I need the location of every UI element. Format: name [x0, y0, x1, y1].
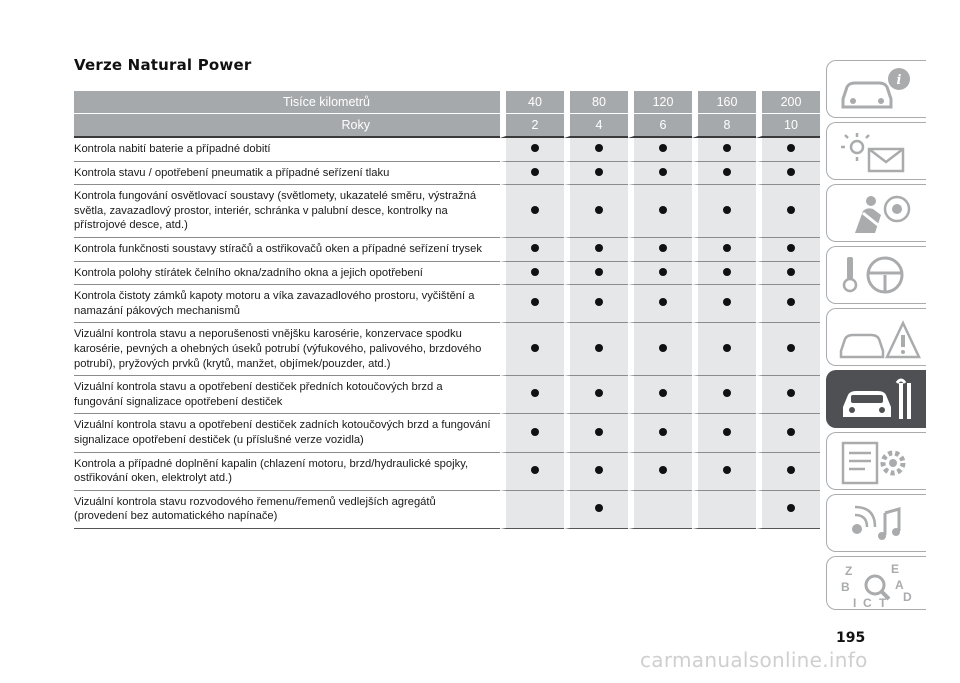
airbag-safety-icon	[835, 189, 925, 239]
schedule-cell	[500, 285, 564, 323]
row-description: Kontrola nabití baterie a případné dobití	[74, 138, 500, 162]
schedule-cell	[692, 376, 756, 414]
header-value: 4	[564, 114, 628, 138]
schedule-cell	[500, 238, 564, 262]
check-dot-icon	[723, 298, 731, 306]
check-dot-icon	[531, 268, 539, 276]
check-dot-icon	[723, 428, 731, 436]
check-dot-icon	[531, 428, 539, 436]
check-dot-icon	[723, 244, 731, 252]
check-dot-icon	[659, 244, 667, 252]
schedule-cell	[628, 323, 692, 376]
schedule-cell	[564, 414, 628, 452]
schedule-cell	[564, 162, 628, 186]
header-value: 120	[628, 91, 692, 114]
check-dot-icon	[787, 268, 795, 276]
check-dot-icon	[659, 389, 667, 397]
tab-multimedia[interactable]	[826, 494, 926, 552]
watermark: carmanualsonline.info	[640, 648, 868, 672]
index-letter: Z	[845, 564, 853, 578]
row-description: Kontrola čistoty zámků kapoty motoru a víka zavazadlového prostoru, vyčištění a namazání pákových mechanismů	[74, 285, 500, 323]
tab-technical-data[interactable]	[826, 432, 926, 490]
check-dot-icon	[595, 504, 603, 512]
table-row	[74, 185, 820, 238]
schedule-cell	[756, 285, 820, 323]
check-dot-icon	[659, 268, 667, 276]
header-value: 10	[756, 114, 820, 138]
table-row	[74, 453, 820, 491]
schedule-cell	[564, 453, 628, 491]
schedule-cell	[500, 376, 564, 414]
schedule-cell	[756, 185, 820, 238]
check-dot-icon	[595, 206, 603, 214]
schedule-cell	[628, 262, 692, 286]
index-letter: I	[853, 596, 857, 609]
row-description: Vizuální kontrola stavu a opotřebení destiček předních kotoučových brzd a fungování signalizace opotřebení destiček	[74, 376, 500, 414]
check-dot-icon	[531, 344, 539, 352]
check-dot-icon	[723, 206, 731, 214]
index-letter: T	[879, 596, 887, 609]
table-row	[74, 376, 820, 414]
table-row	[74, 162, 820, 186]
check-dot-icon	[659, 466, 667, 474]
schedule-cell	[628, 185, 692, 238]
schedule-cell	[756, 453, 820, 491]
schedule-cell	[756, 138, 820, 162]
check-dot-icon	[723, 144, 731, 152]
schedule-cell	[756, 323, 820, 376]
schedule-cell	[756, 162, 820, 186]
check-dot-icon	[659, 428, 667, 436]
header-label: Roky	[74, 114, 500, 138]
schedule-cell	[564, 185, 628, 238]
check-dot-icon	[787, 389, 795, 397]
schedule-cell	[628, 453, 692, 491]
header-label: Tisíce kilometrů	[74, 91, 500, 114]
table-row	[74, 414, 820, 452]
check-dot-icon	[531, 244, 539, 252]
schedule-cell	[692, 285, 756, 323]
schedule-cell	[564, 262, 628, 286]
schedule-cell	[628, 162, 692, 186]
check-dot-icon	[787, 504, 795, 512]
schedule-cell	[500, 138, 564, 162]
header-row	[74, 114, 820, 138]
page-number: 195	[836, 630, 866, 646]
header-value: 80	[564, 91, 628, 114]
check-dot-icon	[787, 144, 795, 152]
check-dot-icon	[787, 344, 795, 352]
check-dot-icon	[723, 466, 731, 474]
row-description: Vizuální kontrola stavu a opotřebení destiček zadních kotoučových brzd a fungování signalizace opotřebení destiček (u příslušné verze vozidla)	[74, 414, 500, 452]
row-description: Kontrola funkčnosti soustavy stíračů a ostřikovačů oken a případné seřízení trysek	[74, 238, 500, 262]
page-title: Verze Natural Power	[74, 56, 252, 74]
check-dot-icon	[531, 144, 539, 152]
tab-warning-lights[interactable]	[826, 122, 926, 180]
check-dot-icon	[595, 298, 603, 306]
schedule-cell	[692, 414, 756, 452]
schedule-cell	[564, 285, 628, 323]
schedule-cell	[500, 162, 564, 186]
header-value: 40	[500, 91, 564, 114]
schedule-cell	[564, 138, 628, 162]
schedule-cell	[628, 414, 692, 452]
table-row	[74, 262, 820, 286]
schedule-cell	[692, 262, 756, 286]
tab-airbag-safety[interactable]	[826, 184, 926, 242]
schedule-cell	[564, 491, 628, 529]
warning-lights-icon	[835, 127, 925, 177]
index-letter: E	[891, 562, 900, 576]
svg-text:i: i	[896, 73, 902, 88]
check-dot-icon	[595, 244, 603, 252]
schedule-cell	[756, 376, 820, 414]
schedule-cell	[500, 491, 564, 529]
table-row	[74, 323, 820, 376]
check-dot-icon	[787, 206, 795, 214]
check-dot-icon	[595, 268, 603, 276]
schedule-cell	[628, 238, 692, 262]
schedule-cell	[500, 262, 564, 286]
index-icon	[835, 561, 925, 609]
header-value: 200	[756, 91, 820, 114]
check-dot-icon	[531, 206, 539, 214]
table-row	[74, 285, 820, 323]
check-dot-icon	[787, 298, 795, 306]
check-dot-icon	[787, 466, 795, 474]
schedule-cell	[692, 323, 756, 376]
schedule-cell	[692, 138, 756, 162]
emergency-icon	[835, 313, 925, 363]
schedule-cell	[564, 238, 628, 262]
header-row	[74, 91, 820, 114]
schedule-cell	[500, 414, 564, 452]
schedule-cell	[756, 491, 820, 529]
index-letter: B	[841, 580, 850, 594]
schedule-cell	[500, 453, 564, 491]
check-dot-icon	[659, 206, 667, 214]
tab-car-info[interactable]	[826, 60, 926, 118]
schedule-cell	[692, 185, 756, 238]
check-dot-icon	[723, 268, 731, 276]
check-dot-icon	[595, 344, 603, 352]
schedule-cell	[564, 323, 628, 376]
table-row	[74, 491, 820, 529]
steering-key-icon	[835, 251, 925, 301]
check-dot-icon	[787, 244, 795, 252]
schedule-cell	[756, 262, 820, 286]
tab-steering-key[interactable]	[826, 246, 926, 304]
check-dot-icon	[531, 389, 539, 397]
check-dot-icon	[659, 168, 667, 176]
tab-emergency[interactable]	[826, 308, 926, 366]
table-row	[74, 138, 820, 162]
check-dot-icon	[659, 144, 667, 152]
header-value: 6	[628, 114, 692, 138]
check-dot-icon	[659, 298, 667, 306]
car-info-icon	[835, 65, 925, 115]
row-description: Kontrola fungování osvětlovací soustavy (světlomety, ukazatelé směru, výstražná světla, zavazadlový prostor, interiér, schránka v palubní desce, kontrolky na přístrojové desce, atd.)	[74, 185, 500, 238]
index-letter: C	[863, 596, 872, 609]
tab-car-maintenance[interactable]	[826, 370, 926, 428]
schedule-cell	[756, 238, 820, 262]
row-description: Kontrola stavu / opotřebení pneumatik a případné seřízení tlaku	[74, 162, 500, 186]
header-value: 2	[500, 114, 564, 138]
row-description: Kontrola a případné doplnění kapalin (chlazení motoru, brzd/hydraulické spojky, ostřikování oken, elektrolyt atd.)	[74, 453, 500, 491]
index-letter: D	[903, 590, 912, 604]
check-dot-icon	[595, 428, 603, 436]
check-dot-icon	[595, 168, 603, 176]
check-dot-icon	[531, 298, 539, 306]
check-dot-icon	[787, 428, 795, 436]
chapter-nav	[824, 60, 928, 610]
check-dot-icon	[723, 344, 731, 352]
schedule-cell	[500, 185, 564, 238]
tab-index[interactable]	[826, 556, 926, 610]
maintenance-schedule-table	[74, 91, 820, 529]
check-dot-icon	[531, 466, 539, 474]
schedule-cell	[500, 323, 564, 376]
car-maintenance-icon	[835, 375, 925, 425]
multimedia-icon	[835, 499, 925, 549]
schedule-cell	[692, 238, 756, 262]
schedule-cell	[756, 414, 820, 452]
header-value: 160	[692, 91, 756, 114]
check-dot-icon	[659, 344, 667, 352]
schedule-cell	[564, 376, 628, 414]
schedule-cell	[692, 162, 756, 186]
header-value: 8	[692, 114, 756, 138]
check-dot-icon	[787, 168, 795, 176]
table-row	[74, 238, 820, 262]
schedule-cell	[692, 491, 756, 529]
check-dot-icon	[723, 168, 731, 176]
check-dot-icon	[595, 144, 603, 152]
technical-data-icon	[835, 437, 925, 487]
schedule-cell	[628, 491, 692, 529]
schedule-cell	[628, 376, 692, 414]
schedule-cell	[692, 453, 756, 491]
index-letter: A	[895, 578, 904, 592]
row-description: Kontrola polohy stírátek čelního okna/zadního okna a jejich opotřebení	[74, 262, 500, 286]
row-description: Vizuální kontrola stavu a neporušenosti vnějšku karosérie, konzervace spodku karosérie, pevných a ohebných úseků potrubí (výfukového, palivového, brzdového potrubí), pryžových prvků (krytů, manžet, objímek/pouzder, atd.)	[74, 323, 500, 376]
check-dot-icon	[531, 168, 539, 176]
check-dot-icon	[595, 466, 603, 474]
row-description: Vizuální kontrola stavu rozvodového řemenu/řemenů vedlejších agregátů (provedení bez automatického napínače)	[74, 491, 500, 529]
check-dot-icon	[723, 389, 731, 397]
schedule-cell	[628, 285, 692, 323]
schedule-cell	[628, 138, 692, 162]
check-dot-icon	[595, 389, 603, 397]
